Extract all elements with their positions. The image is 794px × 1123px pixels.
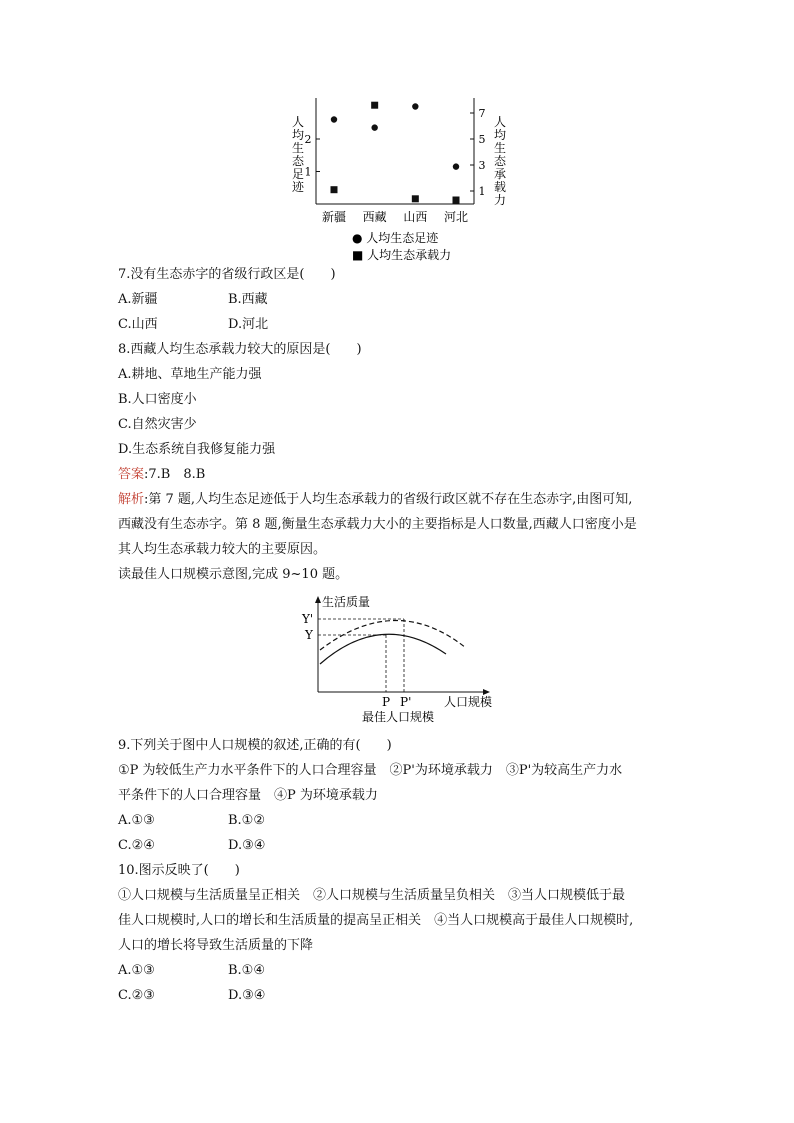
capacity-point [371, 102, 378, 109]
category-label: 河北 [443, 210, 469, 224]
q10-stem: 10.图示反映了( ) [118, 863, 240, 878]
capacity-point [331, 186, 338, 193]
q10-statement-2: 佳人口规模时,人口的增长和生活质量的提高呈正相关 ④当人口规模高于最佳人口规模时, [118, 913, 634, 928]
footprint-point [371, 124, 377, 130]
q8-option-c[interactable]: C.自然灾害少 [118, 417, 197, 432]
q10-option-d[interactable]: D.③④ [228, 988, 266, 1003]
q7-option-b[interactable]: B.西藏 [228, 292, 268, 307]
right-tick-label: 1 [478, 185, 486, 198]
right-tick-label: 5 [478, 133, 486, 146]
analysis-line-3: 其人均生态承载力较大的主要原因。 [118, 542, 327, 557]
q9-option-d[interactable]: D.③④ [228, 838, 266, 853]
left-tick-label: 2 [304, 133, 312, 146]
footprint-point [331, 116, 337, 122]
q10-option-a[interactable]: A.①③ [118, 963, 155, 978]
q10-statement-1: ①人口规模与生活质量呈正相关 ②人口规模与生活质量呈负相关 ③当人口规模低于最 [118, 888, 626, 903]
analysis-label: 解析 [118, 492, 145, 507]
q8-stem: 8.西藏人均生态承载力较大的原因是( ) [118, 342, 362, 357]
q8-option-d[interactable]: D.生态系统自我修复能力强 [118, 442, 276, 457]
right-tick-label: 3 [478, 159, 486, 172]
analysis-line-1 [118, 491, 632, 509]
q10-statement-3: 人口的增长将导致生活质量的下降 [118, 938, 314, 953]
population-chart [296, 592, 506, 724]
high-productivity-curve [320, 620, 466, 650]
low-productivity-curve [320, 634, 446, 664]
y-tick: Y [305, 628, 313, 642]
footprint-point [412, 103, 418, 109]
left-axis-label: 人均生态足迹 [291, 115, 305, 194]
q8-option-a[interactable]: A.耕地、草地生产能力强 [118, 367, 262, 382]
capacity-point [412, 195, 419, 202]
category-label: 新疆 [321, 210, 347, 224]
right-tick-label: 7 [478, 107, 486, 120]
left-tick-label: 1 [304, 165, 312, 179]
y-prime-tick: Y' [302, 612, 314, 626]
answer-text: :7.B 8.B [144, 467, 206, 482]
chart-caption: 最佳人口规模 [362, 710, 435, 724]
capacity-point [453, 197, 460, 204]
q9-statement-1: ①P 为较低生产力水平条件下的人口合理容量 ②P'为环境承载力 ③P'为较高生产力水 [118, 763, 623, 778]
q9-stem: 9.下列关于图中人口规模的叙述,正确的有( ) [118, 738, 392, 753]
y-axis-arrow [315, 596, 321, 603]
p-tick: P [382, 695, 391, 709]
category-label: 山西 [403, 210, 428, 224]
q10-option-c[interactable]: C.②③ [118, 988, 155, 1003]
footprint-point [453, 163, 459, 169]
analysis-text-1: :第 7 题,人均生态足迹低于人均生态承载力的省级行政区就不存在生态赤字,由图可知, [144, 492, 633, 507]
q8-option-b[interactable]: B.人口密度小 [118, 392, 197, 407]
q7-option-c[interactable]: C.山西 [118, 317, 158, 332]
answer-line [118, 466, 205, 484]
y-axis-label: 生活质量 [322, 595, 371, 609]
analysis-line-2: 西藏没有生态赤字。第 8 题,衡量生态承载力大小的主要指标是人口数量,西藏人口密度小是 [118, 517, 637, 532]
ecological-chart [280, 92, 520, 267]
answer-label: 答案 [118, 467, 145, 482]
q9-option-a[interactable]: A.①③ [118, 813, 155, 828]
q7-option-d[interactable]: D.河北 [228, 317, 269, 332]
q10-option-b[interactable]: B.①④ [228, 963, 265, 978]
legend-capacity: ■ 人均生态承载力 [352, 248, 452, 262]
q9-option-c[interactable]: C.②④ [118, 838, 155, 853]
q9-statement-2: 平条件下的人口合理容量 ④P 为环境承载力 [118, 788, 378, 803]
q7-stem: 7.没有生态赤字的省级行政区是( ) [118, 267, 336, 282]
p-prime-tick: P' [400, 695, 412, 709]
q9-option-b[interactable]: B.①② [228, 813, 265, 828]
x-axis-label: 人口规模 [444, 695, 493, 709]
legend-footprint: ● 人均生态足迹 [352, 231, 439, 245]
category-label: 西藏 [362, 210, 387, 224]
q7-option-a[interactable]: A.新疆 [118, 292, 158, 307]
right-axis-label: 人均生态承载力 [493, 115, 507, 207]
intro-line: 读最佳人口规模示意图,完成 9~10 题。 [118, 567, 349, 582]
